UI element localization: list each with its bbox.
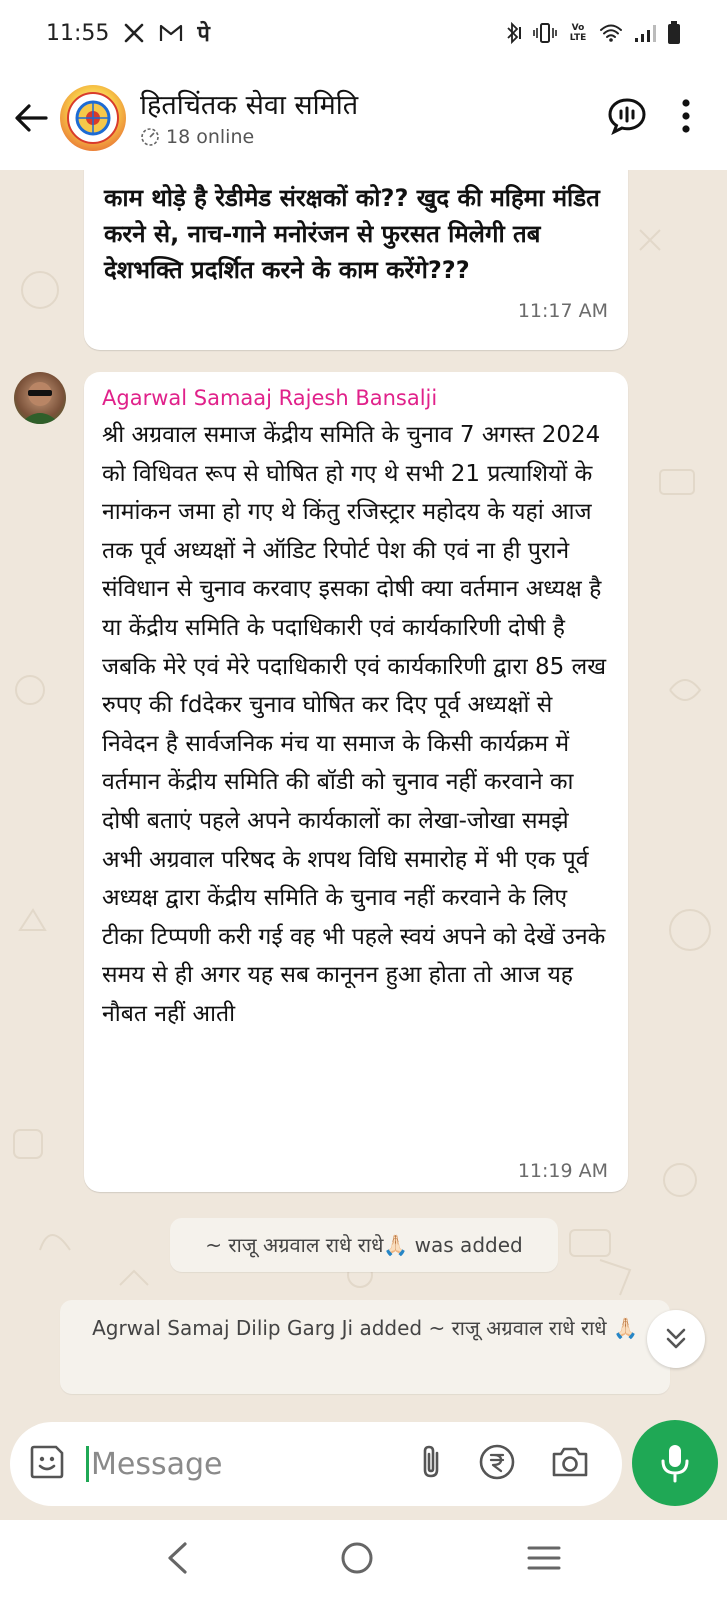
message-time: 11:19 AM bbox=[517, 1160, 608, 1182]
home-circle-icon bbox=[339, 1540, 375, 1576]
double-chevron-down-icon bbox=[664, 1326, 688, 1352]
sticker-button[interactable] bbox=[28, 1443, 66, 1485]
message-bubble[interactable] bbox=[84, 170, 628, 350]
sender-avatar[interactable] bbox=[14, 372, 66, 424]
sender-name[interactable]: Agarwal Samaaj Rajesh Bansalji bbox=[102, 386, 438, 410]
chat-area[interactable] bbox=[0, 170, 727, 1410]
system-nav-bar bbox=[0, 1520, 727, 1600]
message-time: 11:17 AM bbox=[517, 300, 608, 322]
gmail-icon bbox=[159, 23, 183, 43]
recents-icon bbox=[526, 1543, 562, 1573]
header-info[interactable] bbox=[140, 88, 358, 148]
system-message: Agrwal Samaj Dilip Garg Ji added ~ राजू अग्रवाल राधे राधे 🙏🏻 bbox=[60, 1300, 670, 1394]
signal-icon bbox=[633, 23, 657, 43]
battery-icon bbox=[667, 21, 681, 45]
payment-button[interactable] bbox=[478, 1443, 516, 1485]
message-text: काम थोड़े है रेडीमेड संरक्षकों को?? खुद की महिमा मंडित करने से, नाच-गाने मनोरंजन से फुरसत मिलेगी तब देशभक्ति प्रदर्शित करने के काम करेंगे??? bbox=[104, 184, 600, 284]
back-button[interactable] bbox=[2, 66, 60, 170]
camera-icon bbox=[550, 1444, 590, 1480]
group-avatar[interactable] bbox=[60, 85, 126, 151]
paperclip-icon bbox=[418, 1443, 444, 1481]
status-time: 11:55 bbox=[46, 20, 110, 46]
kebab-menu-icon bbox=[681, 99, 691, 133]
timer-icon bbox=[140, 127, 160, 147]
vibrate-icon bbox=[533, 22, 557, 44]
sticker-icon bbox=[28, 1443, 66, 1481]
pe-icon: पे bbox=[197, 22, 210, 47]
volte-icon: Vo LTE bbox=[569, 23, 587, 43]
group-logo-icon bbox=[67, 92, 119, 144]
attach-button[interactable] bbox=[418, 1443, 444, 1485]
voice-chat-icon bbox=[607, 97, 647, 135]
message-bubble[interactable] bbox=[84, 372, 628, 1192]
message-text: श्री अग्रवाल समाज केंद्रीय समिति के चुनाव 7 अगस्त 2024 को विधिवत रूप से घोषित हो गए थे सभी 21 प्रत्याशियों के नामांकन जमा हो गए थे किंतु रजिस्ट्रार महोदय के यहां आज तक पूर्व अध्यक्षों ने ऑडिट रिपोर्ट पेश की एवं ना ही पुराने संविधान से चुनाव करवाए इसका दोषी क्या वर्तमान अध्यक्ष है या केंद्रीय समिति के पदाधिकारी एवं कार्यकारिणी दोषी है जबकि मेरे एवं मेरे पदाधिकारी एवं कार्यकारिणी द्वारा 85 लख रुपए की fdदेकर चुनाव घोषित कर दिए पूर्व अध्यक्षों से निवेदन है सार्वजनिक मंच या समाज के किसी कार्यक्रम में वर्तमान केंद्रीय समिति की बॉडी को चुनाव नहीं करवाने का दोषी बताएं पहले अपने कार्यकालों का लेखा-जोखा समझे अभी अग्रवाल परिषद के शपथ विधि समारोह में भी एक पूर्व अध्यक्ष द्वारा केंद्रीय समिति के चुनाव नहीं करवाने के लिए टीका टिप्पणी करी गई वह भी पहले स्वयं अपने को देखें उनके समय से ही अगर यह सब कानूनन हुआ होता तो आज यह नौबत नहीं आती bbox=[102, 422, 607, 1027]
wifi-icon bbox=[599, 23, 623, 43]
online-count: 18 online bbox=[166, 126, 255, 148]
camera-button[interactable] bbox=[550, 1444, 590, 1484]
online-status bbox=[140, 126, 358, 148]
chevron-left-icon bbox=[165, 1541, 189, 1575]
status-bar bbox=[0, 0, 727, 66]
voice-record-button[interactable] bbox=[632, 1420, 718, 1506]
microphone-icon bbox=[660, 1443, 690, 1483]
arrow-left-icon bbox=[14, 103, 48, 133]
scroll-to-bottom-button[interactable] bbox=[647, 1310, 705, 1368]
system-message: ~ राजू अग्रवाल राधे राधे🙏🏻 was added bbox=[170, 1218, 558, 1272]
rupee-icon bbox=[478, 1443, 516, 1481]
person-avatar-icon bbox=[14, 372, 66, 424]
message-placeholder: Message bbox=[91, 1446, 223, 1482]
message-input-container bbox=[10, 1422, 622, 1506]
bluetooth-icon bbox=[503, 21, 523, 45]
composer bbox=[0, 1410, 727, 1520]
nav-recents-button[interactable] bbox=[526, 1543, 562, 1577]
voice-chat-button[interactable] bbox=[607, 97, 647, 139]
x-icon bbox=[123, 22, 145, 44]
group-title: हितचिंतक सेवा समिति bbox=[140, 90, 359, 121]
text-caret bbox=[86, 1446, 89, 1482]
more-options-button[interactable] bbox=[681, 99, 691, 137]
nav-home-button[interactable] bbox=[339, 1540, 375, 1580]
nav-back-button[interactable] bbox=[165, 1541, 189, 1579]
message-input[interactable] bbox=[86, 1446, 418, 1482]
chat-header bbox=[0, 66, 727, 170]
